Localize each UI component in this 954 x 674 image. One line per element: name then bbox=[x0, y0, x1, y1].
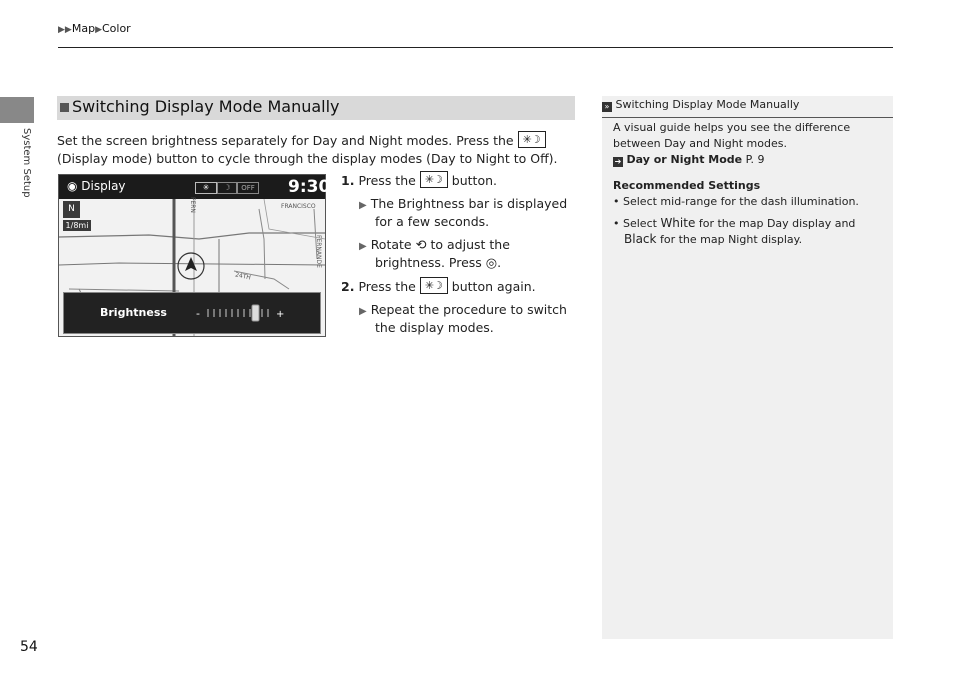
intro-paragraph bbox=[57, 131, 577, 168]
substep-2a-cont: the display modes. bbox=[375, 320, 494, 335]
svg-text:-: - bbox=[196, 307, 200, 320]
step-2: 2. Press the ✳ ☽ button again. bbox=[341, 279, 536, 294]
north-arrow-icon[interactable]: N bbox=[63, 201, 80, 218]
breadcrumb-arrow-icon: ▶▶ bbox=[58, 25, 72, 35]
street-label: 24TH bbox=[234, 271, 252, 282]
page-number: 54 bbox=[20, 639, 38, 655]
substep-1b-cont: brightness. Press ◎. bbox=[375, 255, 502, 271]
substep-arrow-icon: ▶ bbox=[359, 241, 367, 252]
nav-off-mode-button[interactable]: OFF bbox=[237, 182, 259, 194]
brightness-slider[interactable] bbox=[194, 301, 290, 325]
moon-icon: ☽ bbox=[223, 183, 231, 192]
link-arrow-icon: ➔ bbox=[614, 157, 622, 166]
chapter-tab bbox=[0, 97, 34, 123]
display-mode-button-icon: ✳ ☽ bbox=[420, 277, 448, 294]
street-label: FERNANDE bbox=[315, 235, 322, 268]
chapter-label: System Setup bbox=[21, 128, 32, 198]
substep-arrow-icon: ▶ bbox=[359, 200, 367, 211]
nav-day-mode-button[interactable] bbox=[195, 182, 217, 194]
sidebar-guide-text: A visual guide helps you see the difference bbox=[613, 121, 851, 134]
substep-1a: ▶ The Brightness bar is displayed bbox=[359, 196, 568, 211]
rotate-knob-icon: ⟲ bbox=[415, 238, 427, 253]
nav-display-title: ◉ Display bbox=[67, 179, 126, 193]
display-mode-button-icon: ✳ ☽ bbox=[420, 171, 448, 188]
bullet-item-cont: Black for the map Night display. bbox=[624, 232, 803, 246]
section-title: Switching Display Mode Manually bbox=[72, 97, 340, 116]
bullet-icon: • bbox=[613, 195, 620, 208]
recommended-heading: Recommended Settings bbox=[613, 179, 761, 192]
breadcrumb-arrow-icon: ▶ bbox=[95, 25, 102, 35]
brightness-label: Brightness bbox=[100, 306, 167, 319]
map-scale[interactable]: 1/8mi bbox=[63, 220, 91, 231]
reference-icon: » bbox=[602, 102, 612, 112]
substep-1b: ▶ Rotate ⟲ to adjust the bbox=[359, 237, 510, 253]
sidebar-link[interactable]: ➔ Day or Night Mode P. 9 bbox=[614, 153, 765, 166]
press-knob-icon: ◎ bbox=[485, 256, 498, 271]
nav-clock: 9:30 bbox=[288, 177, 331, 197]
sidebar-divider bbox=[602, 117, 893, 118]
bullet-item: • Select White for the map Day display and bbox=[613, 216, 856, 230]
street-label: FRANCISCO bbox=[281, 203, 316, 210]
sidebar-guide-text: between Day and Night modes. bbox=[613, 137, 787, 150]
header-divider bbox=[58, 47, 893, 48]
section-marker-icon bbox=[60, 103, 69, 112]
step-1: 1. Press the ✳ ☽ button. bbox=[341, 173, 497, 188]
breadcrumb-item-color[interactable]: Color bbox=[101, 22, 131, 35]
svg-text:+: + bbox=[276, 309, 285, 320]
sidebar-title: » Switching Display Mode Manually bbox=[602, 98, 799, 112]
substep-1a-cont: for a few seconds. bbox=[375, 214, 490, 229]
notes-sidebar bbox=[602, 96, 893, 639]
display-mode-button-icon: ✳ ☽ bbox=[518, 131, 546, 148]
street-label: FERN bbox=[189, 197, 196, 213]
intro-text: Set the screen brightness separately for Day and Night modes. Press the bbox=[57, 133, 514, 148]
brightness-bar bbox=[63, 292, 321, 334]
breadcrumb-item-map[interactable]: Map bbox=[71, 22, 96, 35]
nav-night-mode-button[interactable] bbox=[217, 182, 237, 194]
bullet-icon: • bbox=[613, 217, 620, 230]
sun-icon: ✳ bbox=[202, 183, 210, 192]
nav-title-bar bbox=[59, 175, 331, 199]
nav-screen-illustration bbox=[58, 174, 331, 337]
substep-2a: ▶ Repeat the procedure to switch bbox=[359, 302, 567, 317]
breadcrumb bbox=[58, 22, 131, 35]
bullet-item: • Select mid-range for the dash illumination. bbox=[613, 195, 859, 208]
substep-arrow-icon: ▶ bbox=[359, 306, 367, 317]
section-heading bbox=[57, 96, 575, 120]
intro-text: (Display mode) button to cycle through the display modes (Day to Night to Off). bbox=[57, 151, 558, 166]
